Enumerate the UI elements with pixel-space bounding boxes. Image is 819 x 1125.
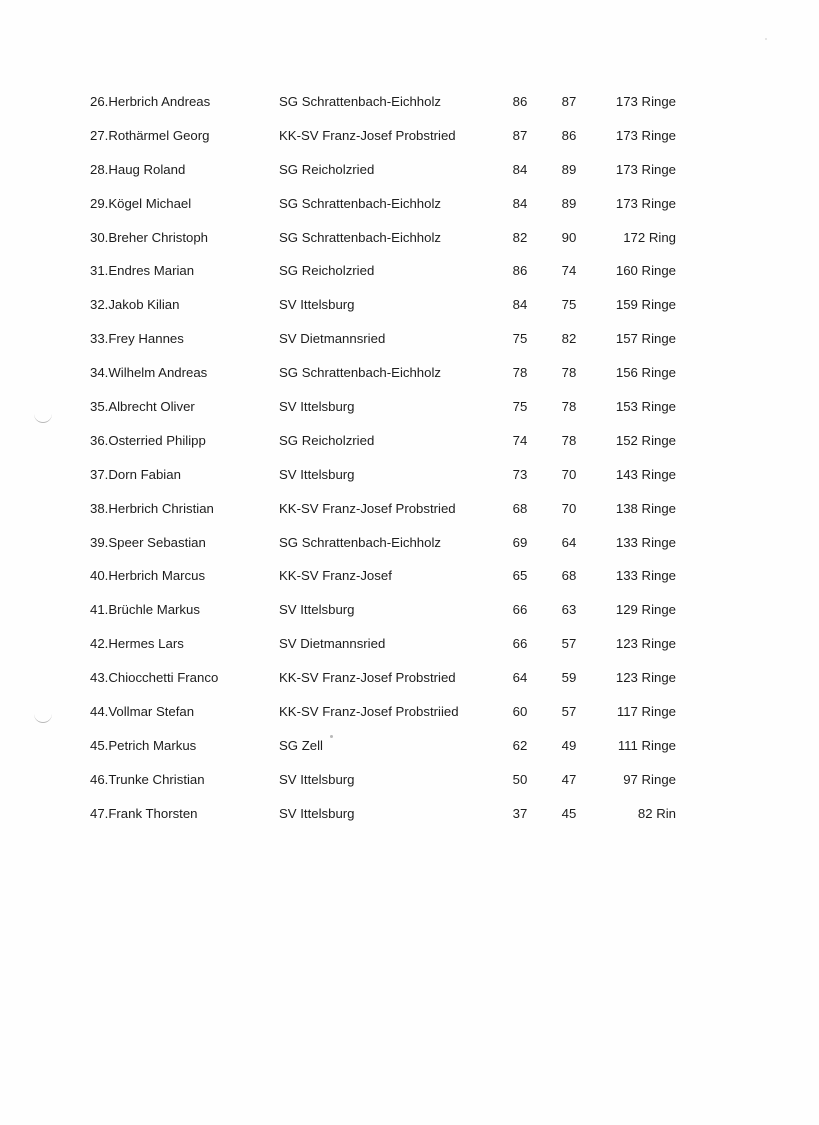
competitor-name: 37.Dorn Fabian <box>90 466 181 482</box>
club-name: SV Dietmannsried <box>279 331 386 347</box>
result-row <box>0 499 819 533</box>
series-1-score: 75 <box>512 331 528 347</box>
series-2-score: 89 <box>561 195 577 211</box>
total-score: 173 Ringe <box>615 127 676 143</box>
series-1-score: 87 <box>512 127 528 143</box>
result-row <box>0 804 819 838</box>
club-name: SG Schrattenbach-Eichholz <box>279 94 441 109</box>
result-row <box>0 228 819 262</box>
series-2-score: 87 <box>561 94 577 109</box>
competitor-name: 28.Haug Roland <box>90 161 186 177</box>
competitor-name: 47.Frank Thorsten <box>90 805 198 821</box>
result-row <box>0 295 819 329</box>
total-score: 156 Ringe <box>615 365 676 381</box>
competitor-name: 33.Frey Hannes <box>90 331 184 347</box>
total-score: 117 Ringe <box>616 704 676 720</box>
competitor-name: 40.Herbrich Marcus <box>90 568 206 584</box>
club-name: KK-SV Franz-Josef Probstried <box>279 670 456 686</box>
competitor-name: 30.Breher Christoph <box>90 229 209 245</box>
result-row <box>0 465 819 499</box>
result-row <box>0 160 819 194</box>
result-row <box>0 634 819 668</box>
results-list <box>0 92 819 838</box>
result-row <box>0 194 819 228</box>
series-2-score: 57 <box>561 704 577 720</box>
club-name: KK-SV Franz-Josef Probstried <box>279 127 456 143</box>
competitor-name: 27.Rothärmel Georg <box>90 127 210 143</box>
series-1-score: 66 <box>512 602 528 618</box>
total-score: 160 Ringe <box>615 263 676 279</box>
series-1-score: 84 <box>512 161 528 177</box>
series-1-score: 62 <box>512 737 528 753</box>
series-2-score: 64 <box>561 534 577 550</box>
competitor-name: 36.Osterried Philipp <box>90 432 206 448</box>
series-2-score: 70 <box>561 500 577 516</box>
scan-speck <box>330 735 333 738</box>
club-name: SG Reicholzried <box>279 432 375 448</box>
result-row <box>0 736 819 770</box>
total-score: 138 Ringe <box>615 500 676 516</box>
total-score: 111 Ringe <box>617 737 676 753</box>
result-row <box>0 702 819 736</box>
series-2-score: 68 <box>561 568 577 584</box>
series-2-score: 78 <box>561 432 577 448</box>
competitor-name: 43.Chiocchetti Franco <box>90 670 219 686</box>
series-2-score: 82 <box>561 331 577 347</box>
series-1-score: 66 <box>512 636 528 652</box>
total-score: 97 Ringe <box>623 771 676 787</box>
competitor-name: 44.Vollmar Stefan <box>90 704 195 720</box>
total-score: 172 Ring <box>623 229 676 245</box>
result-row <box>0 600 819 634</box>
total-score: 123 Ringe <box>615 670 676 686</box>
series-2-score: 78 <box>561 399 577 415</box>
club-name: SG Schrattenbach-Eichholz <box>279 229 441 245</box>
competitor-name: 31.Endres Marian <box>90 263 195 279</box>
club-name: SG Reicholzried <box>279 161 375 177</box>
result-row <box>0 261 819 295</box>
series-1-score: 74 <box>512 432 528 448</box>
series-1-score: 73 <box>512 466 528 482</box>
competitor-name: 34.Wilhelm Andreas <box>90 365 208 381</box>
series-1-score: 82 <box>512 229 528 245</box>
competitor-name: 42.Hermes Lars <box>90 636 184 652</box>
result-row <box>0 770 819 804</box>
club-name: SG Schrattenbach-Eichholz <box>279 534 441 550</box>
club-name: KK-SV Franz-Josef <box>279 568 392 584</box>
total-score: 143 Ringe <box>615 466 676 482</box>
series-2-score: 78 <box>561 365 577 381</box>
series-2-score: 89 <box>561 161 577 177</box>
competitor-name: 29.Kögel Michael <box>90 195 192 211</box>
series-1-score: 86 <box>512 94 528 109</box>
series-2-score: 74 <box>561 263 577 279</box>
series-2-score: 59 <box>561 670 577 686</box>
club-name: SV Ittelsburg <box>279 466 355 482</box>
series-2-score: 49 <box>561 737 577 753</box>
competitor-name: 41.Brüchle Markus <box>90 602 200 618</box>
result-row <box>0 668 819 702</box>
competitor-name: 38.Herbrich Christian <box>90 500 214 516</box>
competitor-name: 32.Jakob Kilian <box>90 297 180 313</box>
result-row <box>0 431 819 465</box>
total-score: 153 Ringe <box>615 399 676 415</box>
series-2-score: 90 <box>561 229 577 245</box>
result-row <box>0 92 819 126</box>
competitor-name: 39.Speer Sebastian <box>90 534 206 550</box>
competitor-name: 46.Trunke Christian <box>90 771 205 787</box>
series-1-score: 37 <box>512 805 528 821</box>
scan-speck <box>765 38 767 40</box>
total-score: 123 Ringe <box>615 636 676 652</box>
result-row <box>0 126 819 160</box>
club-name: SG Zell <box>279 737 323 753</box>
series-2-score: 70 <box>561 466 577 482</box>
club-name: SV Ittelsburg <box>279 602 355 618</box>
club-name: SV Ittelsburg <box>279 771 355 787</box>
series-1-score: 84 <box>512 195 528 211</box>
series-1-score: 86 <box>512 263 528 279</box>
series-2-score: 57 <box>561 636 577 652</box>
series-1-score: 64 <box>512 670 528 686</box>
series-1-score: 84 <box>512 297 528 313</box>
club-name: SV Ittelsburg <box>279 399 355 415</box>
competitor-name: 35.Albrecht Oliver <box>90 399 195 415</box>
club-name: KK-SV Franz-Josef Probstried <box>279 500 456 516</box>
total-score: 133 Ringe <box>615 568 676 584</box>
series-2-score: 45 <box>561 805 577 821</box>
club-name: SG Schrattenbach-Eichholz <box>279 195 441 211</box>
series-2-score: 86 <box>561 127 577 143</box>
total-score: 173 Ringe <box>615 161 676 177</box>
total-score: 157 Ringe <box>615 331 676 347</box>
result-row <box>0 533 819 567</box>
series-1-score: 78 <box>512 365 528 381</box>
series-1-score: 50 <box>512 771 528 787</box>
result-row <box>0 397 819 431</box>
series-1-score: 65 <box>512 568 528 584</box>
result-row <box>0 329 819 363</box>
total-score: 173 Ringe <box>615 94 676 109</box>
club-name: SV Dietmannsried <box>279 636 386 652</box>
total-score: 152 Ringe <box>615 432 676 448</box>
club-name: SG Schrattenbach-Eichholz <box>279 365 441 381</box>
club-name: SV Ittelsburg <box>279 805 355 821</box>
competitor-name: 45.Petrich Markus <box>90 737 197 753</box>
series-1-score: 75 <box>512 399 528 415</box>
total-score: 133 Ringe <box>615 534 676 550</box>
series-2-score: 75 <box>561 297 577 313</box>
total-score: 173 Ringe <box>615 195 676 211</box>
series-1-score: 69 <box>512 534 528 550</box>
club-name: SV Ittelsburg <box>279 297 355 313</box>
club-name: KK-SV Franz-Josef Probstriied <box>279 704 459 720</box>
total-score: 159 Ringe <box>615 297 676 313</box>
result-row <box>0 566 819 600</box>
competitor-name: 26.Herbrich Andreas <box>90 94 211 109</box>
series-2-score: 47 <box>561 771 577 787</box>
total-score: 129 Ringe <box>615 602 676 618</box>
club-name: SG Reicholzried <box>279 263 375 279</box>
series-1-score: 68 <box>512 500 528 516</box>
result-row <box>0 363 819 397</box>
series-1-score: 60 <box>512 704 528 720</box>
series-2-score: 63 <box>561 602 577 618</box>
total-score: 82 Rin <box>637 805 676 821</box>
